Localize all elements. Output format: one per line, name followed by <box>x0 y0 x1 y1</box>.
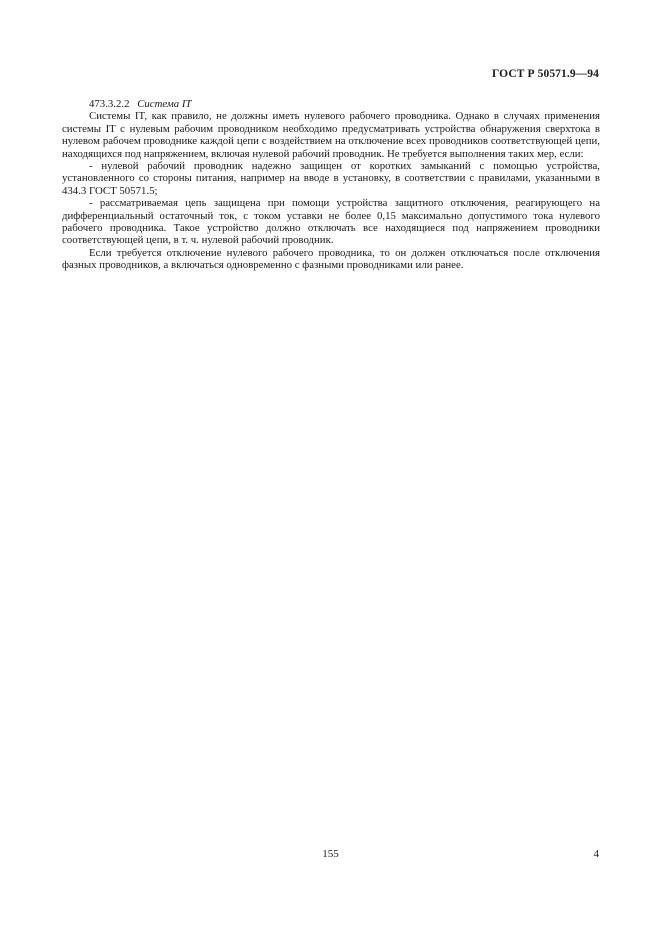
document-header: ГОСТ Р 50571.9—94 <box>492 68 599 80</box>
sheet-number: 4 <box>593 848 599 860</box>
section-heading <box>62 98 600 110</box>
section-title: Система IT <box>137 98 192 110</box>
list-item: - рассматриваемая цепь защищена при помощи устройства защитного отключения, реагирующего на дифференциальный остаточный ток, с током уставки не более 0,15 максимально допустимого тока нулевого рабочего проводника. Такое устройство должно отключать все находящиеся под напряжением проводники соответствующей цепи, в т. ч. нулевой рабочий проводник. <box>62 197 600 247</box>
document-body <box>62 98 600 272</box>
page-number: 155 <box>322 848 339 860</box>
list-item: - нулевой рабочий проводник надежно защищен от коротких замыканий с помощью устройства, установленного со стороны питания, например на вводе в установку, в соответствии с правилами, указанными в 434.3 ГОСТ 50571.5; <box>62 160 600 197</box>
section-number: 473.3.2.2 <box>89 98 130 110</box>
paragraph: Если требуется отключение нулевого рабочего проводника, то он должен отключаться после отключения фазных проводников, а включаться одновременно с фазными проводниками или ранее. <box>62 246 600 272</box>
paragraph: Системы IT, как правило, не должны иметь нулевого рабочего проводника. Однако в случаях применения системы IT с нулевым рабочим проводником необходимо предусматривать устройства обнаружения сверхтока в нулевом рабочем проводнике каждой цепи с воздействием на отключение всех проводников соответствующей цепи, находящихся под напряжением, включая нулевой рабочий проводник. Не требуется выполнения таких мер, если: <box>62 110 600 160</box>
